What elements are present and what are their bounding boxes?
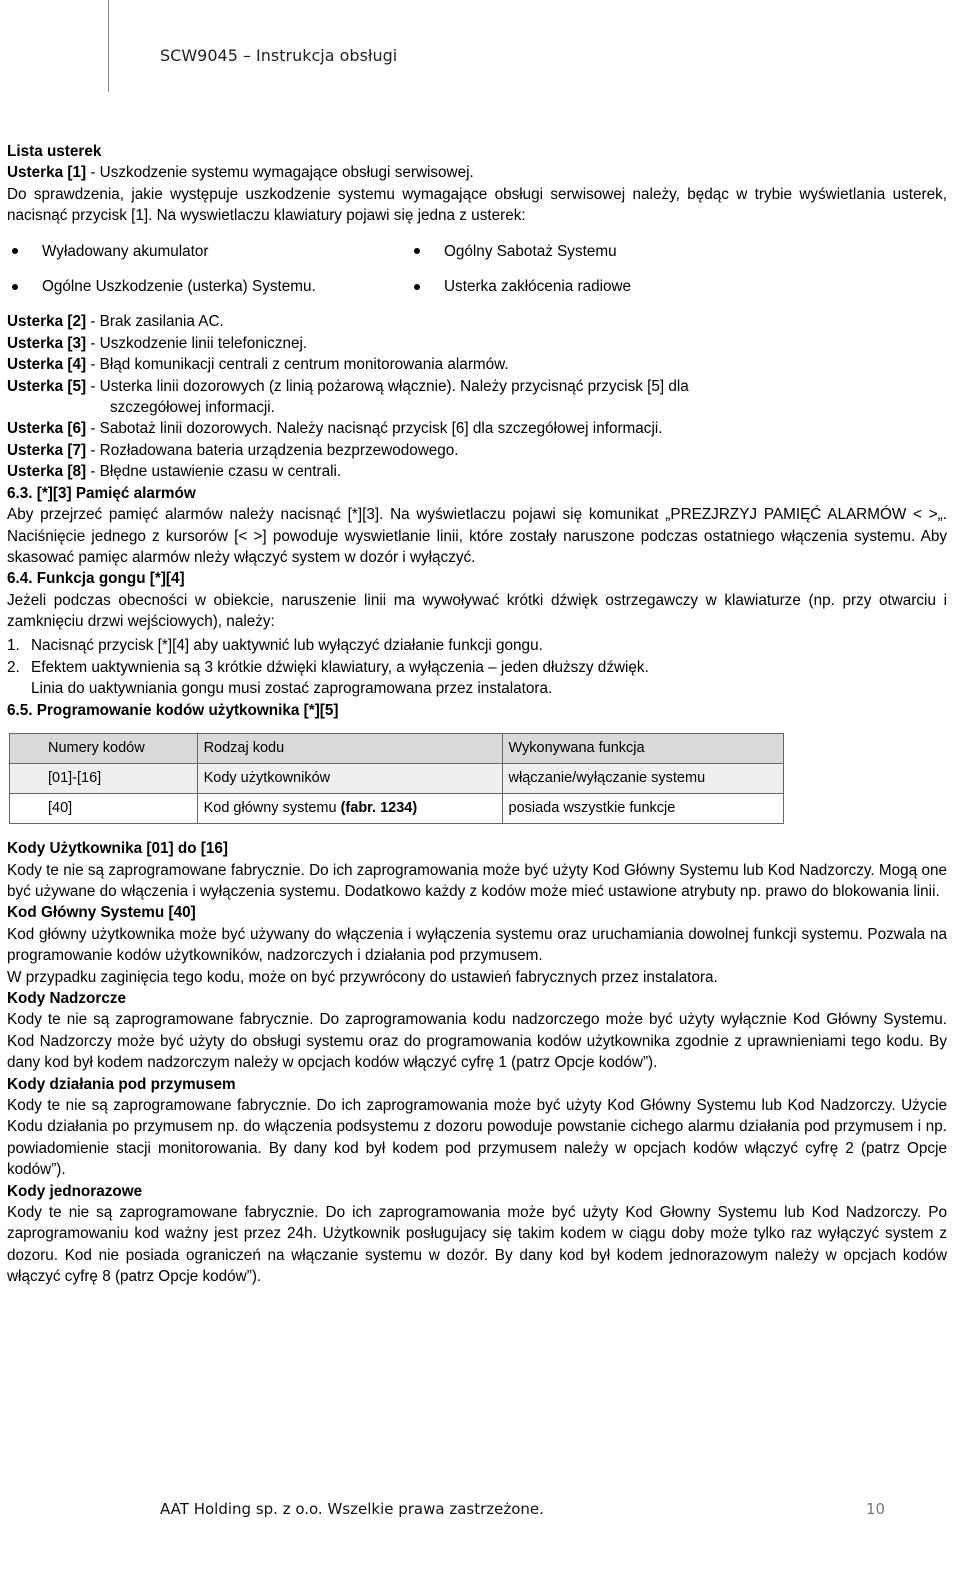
bullet-dot-icon [414, 248, 420, 254]
table-header-row [10, 734, 784, 764]
table-row [10, 764, 784, 794]
kody-przymus-heading: Kody działania pod przymusem [7, 1075, 236, 1093]
usterka-label: Usterka [7] [7, 441, 87, 459]
usterka-1-label: Usterka [1] [7, 164, 87, 182]
kody-uzytkownika-heading: Kody Użytkownika [01] do [16] [7, 840, 228, 858]
usterka-label: Usterka [6] [7, 420, 87, 438]
usterka-label: Usterka [2] [7, 313, 87, 331]
lista-heading: Lista usterek [7, 143, 102, 160]
kody-jednorazowe-paragraph: Kody te nie są zaprogramowane fabrycznie. Do ich zaprogramowania może być użyty Kod Głowny Systemu lub Kod Nadzorczy. Po zaprogramowaniu kod ważny jest przez 24h. Użytkownik posługujacy się takim kodem w ciągu doby może tylko raz wyłączyć system z dozoru. Kod nie posiada ograniczeń na włączanie systemu w dozór. By dany kod był kodem jednorazowym należy w opcjach kodów włączyć cyfrę 8 (patrz Opcje kodów”). [7, 1204, 947, 1286]
usterka-item [7, 440, 947, 461]
step-note: Linia do uaktywniania gongu musi zostać zaprogramowana przez instalatora. [31, 680, 553, 698]
step-number: 1. [7, 636, 20, 654]
usterka-label: Usterka [8] [7, 463, 87, 481]
usterka-item [7, 311, 947, 332]
bullet-dot-icon [12, 284, 18, 290]
section-6-4-steps [7, 635, 947, 700]
usterka-text: - Sabotaż linii dozorowych. Należy nacisnąć przycisk [6] dla szczegółowej informacji. [86, 420, 663, 438]
kody-nadzorcze-heading: Kody Nadzorcze [7, 990, 126, 1007]
section-6-5-heading: 6.5. Programowanie kodów użytkownika [*][5] [7, 701, 339, 719]
footer-copyright: AAT Holding sp. z o.o. Wszelkie prawa zastrzeżone. [160, 1500, 544, 1518]
cell-text: Kody użytkowników [203, 769, 331, 786]
step-item [7, 635, 947, 656]
bullet-dot-icon [12, 248, 18, 254]
usterka-text: - Błędne ustawienie czasu w centrali. [86, 463, 342, 481]
usterka-item [7, 354, 947, 375]
usterka-1-bullet-list [7, 241, 947, 298]
column-header: Wykonywana funkcja [502, 734, 784, 764]
usterka-text: - Rozładowana bateria urządzenia bezprzewodowego. [86, 441, 459, 459]
usterka-item [7, 376, 947, 397]
kody-nadzorcze-paragraph: Kody te nie są zaprogramowane fabrycznie. Do zaprogramowania kodu nadzorczego może być użyty wyłącznie Kod Główny Systemu. Kod Nadzorczy może być użyty do obsługi systemu oraz do programowania kodów użytkownika zgodnie z uprawnieniami tego kodu. By dany kod był kodem nadzorczym należy w opcjach kodów włączyć cyfrę 1 (patrz Opcje kodów”). [7, 1011, 947, 1072]
page-header-title: SCW9045 – Instrukcja obsługi [160, 46, 398, 65]
section-6-4-heading: 6.4. Funkcja gongu [*][4] [7, 570, 185, 588]
table-cell: posiada wszystkie funkcje [502, 794, 784, 824]
usterka-text: - Uszkodzenie linii telefonicznej. [86, 334, 308, 352]
usterka-text: - Brak zasilania AC. [86, 313, 224, 331]
step-text: Nacisnąć przycisk [*][4] aby uaktywnić lub wyłączyć działanie funkcji gongu. [31, 636, 543, 654]
table-row [10, 794, 784, 824]
step-item [7, 657, 947, 678]
kody-uzytkownika-paragraph: Kody te nie są zaprogramowane fabrycznie. Do ich zaprogramowania może być użyty Kod Główny Systemu lub Kod Nadzorczy. Mogą one być używane do włączenia i wyłączenia systemu. Dodatkowo każdy z kodów może mieć ustawione atrybuty np. prawo do blokowania linii. [7, 861, 947, 900]
usterka-item-continuation: szczegółowej informacji. [110, 399, 275, 417]
kod-glowny-paragraph-2: W przypadku zaginięcia tego kodu, może on być przywrócony do ustawień fabrycznych przez instalatora. [7, 968, 718, 986]
section-6-3-paragraph: Aby przejrzeć pamięć alarmów należy nacisnąć [*][3]. Na wyświetlaczu pojawi się komunikat „PREZJRZYJ PAMIĘĆ ALARMÓW < >„. Naciśnięcie jednego z kursorów [< >] powoduje wyswietlanie linii, które zostały naruszone podczas ostatniego włączenia systemu. Aby skasować pamięc alarmów nleży włączyć system w dozór i wyłączyć. [7, 506, 947, 566]
bullet-dot-icon [414, 284, 420, 290]
document-body [7, 141, 947, 1288]
column-header: Rodzaj kodu [197, 734, 502, 764]
usterka-text: - Błąd komunikacji centrali z centrum monitorowania alarmów. [86, 356, 509, 374]
bullet-item [7, 241, 409, 262]
section-6-4-paragraph: Jeżeli podczas obecności w obiekcie, naruszenie linii ma wywoływać krótki dźwięk ostrzegawczy w klawiaturze (np. przy otwarciu i zamknięciu drzwi wejściowych), należy: [7, 591, 947, 631]
usterka-text: - Usterka linii dozorowych (z linią pożarową włącznie). Należy przycisnąć przycisk [5] dla [86, 377, 689, 395]
bullet-text: Wyładowany akumulator [42, 242, 209, 260]
kod-glowny-heading: Kod Główny Systemu [40] [7, 904, 196, 922]
bullet-item [409, 276, 809, 297]
usterka-label: Usterka [5] [7, 377, 87, 395]
kody-jednorazowe-heading: Kody jednorazowe [7, 1182, 143, 1200]
codes-table [9, 733, 784, 824]
page-number: 10 [866, 1500, 886, 1518]
header-divider [108, 0, 109, 92]
table-cell: włączanie/wyłączanie systemu [502, 764, 784, 794]
bullet-item [7, 276, 409, 297]
step-text: Efektem uaktywnienia są 3 krótkie dźwięki klawiatury, a wyłączenia – jeden dłuższy dźwięk. [31, 658, 649, 676]
section-6-3-heading: 6.3. [*][3] Pamięć alarmów [7, 484, 196, 502]
usterka-item [7, 418, 947, 439]
usterka-1-text: - Uszkodzenie systemu wymagające obsługi serwisowej. [86, 164, 474, 182]
cell-text: Kod główny systemu [203, 799, 341, 816]
kod-glowny-paragraph: Kod główny użytkownika może być używany do włączenia i wyłączenia systemu oraz uruchamiania dowolnej funkcji systemu. Pozwala na programowanie kodów użytkowników, nadzorczych i działania pod przymusem. [7, 925, 947, 965]
usterka-item [7, 461, 947, 482]
column-header: Numery kodów [10, 734, 198, 764]
usterka-label: Usterka [3] [7, 334, 87, 352]
table-cell [197, 794, 502, 824]
bullet-text: Ogólny Sabotaż Systemu [444, 242, 617, 260]
table-cell [197, 764, 502, 794]
usterka-item [7, 333, 947, 354]
usterka-label: Usterka [4] [7, 356, 87, 374]
bullet-text: Ogólne Uszkodzenie (usterka) Systemu. [42, 278, 316, 296]
table-cell: [40] [10, 794, 198, 824]
bullet-text: Usterka zakłócenia radiowe [444, 278, 632, 296]
table-cell: [01]-[16] [10, 764, 198, 794]
step-number: 2. [7, 658, 20, 676]
kody-przymus-paragraph: Kody te nie są zaprogramowane fabrycznie. Do ich zaprogramowania może być użyty Kod Główny Systemu lub Kod Nadzorczy. Użycie Kodu działania po przymusem np. do włączenia podsystemu z dozoru powoduje powstanie cichego alarmu działania pod przymusem i np. powiadomienie stacji monitorowania. By dany kod był kodem pod przymusem należy w opcjach kodów włączyć cyfrę 2 (patrz Opcje kodów”). [7, 1097, 947, 1179]
cell-text-bold: (fabr. 1234) [340, 799, 418, 816]
usterka-1-paragraph: Do sprawdzenia, jakie występuje uszkodzenie systemu wymagające obsługi serwisowej należy, będąc w trybie wyświetlania usterek, nacisnąć przycisk [1]. Na wyswietlaczu klawiatury pojawi się jedna z usterek: [7, 185, 947, 225]
usterka-1-line [7, 162, 947, 183]
bullet-item [409, 241, 809, 262]
